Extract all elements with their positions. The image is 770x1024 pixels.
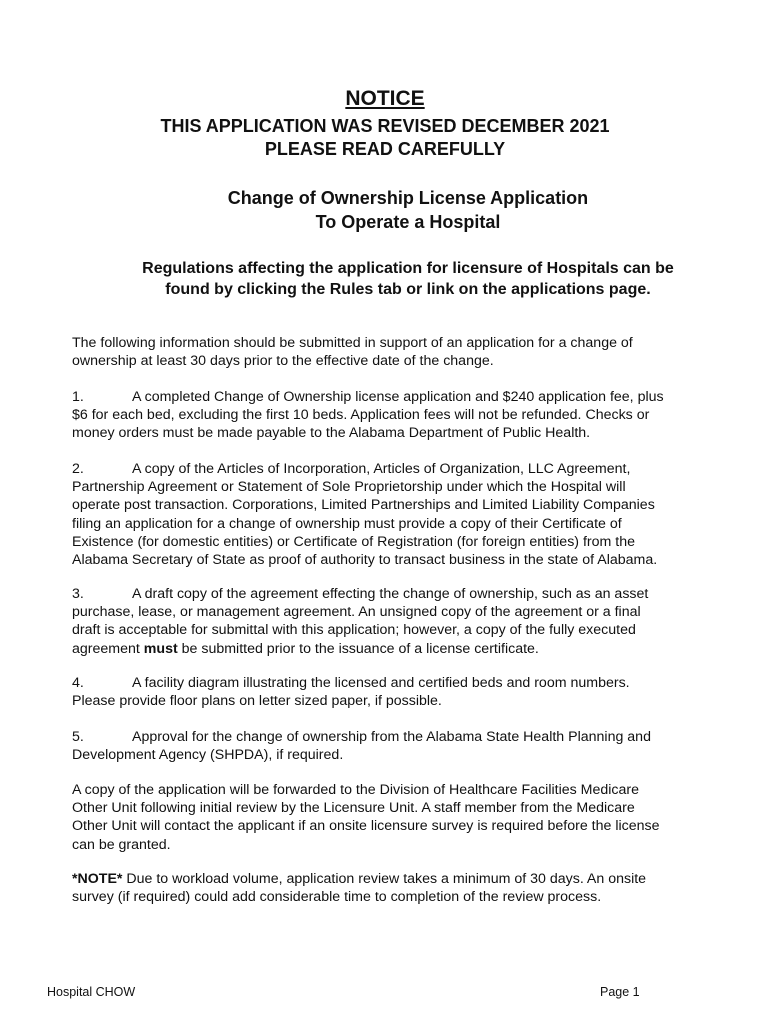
item-text-line-emphasis: agreement must be submitted prior to the issuance of a license certificate. (72, 640, 539, 657)
forwarding-paragraph (72, 781, 744, 854)
item-text-line: A draft copy of the agreement effecting the change of ownership, such as an asset (132, 586, 649, 602)
regulations-line-2: found by clicking the Rules tab or link on the applications page. (165, 281, 651, 298)
list-item-4 (72, 674, 744, 710)
item-number: 3. (72, 586, 84, 602)
intro-paragraph (72, 334, 744, 370)
title-line-1: Change of Ownership License Application (227, 188, 589, 208)
item-text-line: $6 for each bed, excluding the first 10 beds. Application fees will not be refunded. Checks or (72, 407, 650, 424)
item-number: 4. (72, 675, 84, 691)
item-text-line: A facility diagram illustrating the licensed and certified beds and room numbers. (132, 675, 630, 691)
item-text-line: Approval for the change of ownership from the Alabama State Health Planning and (132, 729, 651, 745)
revision-line-2: PLEASE READ CAREFULLY (264, 139, 506, 159)
list-item-1 (72, 388, 744, 443)
item-text-line: Please provide floor plans on letter sized paper, if possible. (72, 693, 442, 710)
forwarding-line: A copy of the application will be forwarded to the Division of Healthcare Facilities Medicare (72, 782, 639, 798)
forwarding-line: Other Unit following initial review by the Licensure Unit. A staff member from the Medicare (72, 800, 635, 817)
item-text-line: Alabama Secretary of State as proof of authority to transact business in the state of Alabama. (72, 552, 658, 569)
item-text-line: A completed Change of Ownership license application and $240 application fee, plus (132, 389, 664, 405)
item-text-line: A copy of the Articles of Incorporation, Articles of Organization, LLC Agreement, (132, 461, 631, 477)
notice-heading: NOTICE (345, 87, 425, 110)
list-item-2 (72, 460, 744, 569)
item-text-line: draft is acceptable for submittal with this application; however, a copy of the fully executed (72, 622, 636, 639)
title-line-2: To Operate a Hospital (315, 212, 501, 232)
item-text-line: Existence (for domestic entities) or Certificate of Registration (for foreign entities) from the (72, 533, 635, 550)
footer-page-number: Page 1 (600, 985, 640, 999)
must-emphasis: must (143, 640, 178, 657)
document-title (0, 186, 770, 234)
revision-notice (0, 115, 770, 161)
item-text-line: money orders must be made payable to the Alabama Department of Public Health. (72, 425, 591, 442)
revision-line-1: THIS APPLICATION WAS REVISED DECEMBER 2021 (160, 116, 610, 136)
item-text-line: Partnership Agreement or Statement of Sole Proprietorship under which the Hospital will (72, 479, 626, 496)
item-number: 1. (72, 389, 84, 405)
list-item-3 (72, 585, 744, 658)
list-item-5 (72, 728, 744, 764)
item-text-line: operate post transaction. Corporations, Limited Partnerships and Limited Liability Companies (72, 497, 655, 514)
item-text-line: Development Agency (SHPDA), if required. (72, 747, 344, 764)
forwarding-line: can be granted. (72, 836, 171, 853)
note-line-2: survey (if required) could add considerable time to completion of the review process. (72, 889, 602, 906)
forwarding-line: Other Unit will contact the applicant if an onsite licensure survey is required before the license (72, 818, 660, 835)
item-text-line: filing an application for a change of ownership must provide a copy of their Certificate of (72, 515, 622, 532)
item-text-line: purchase, lease, or management agreement. An unsigned copy of the agreement or a final (72, 604, 641, 621)
intro-line-1: The following information should be submitted in support of an application for a change of (72, 335, 633, 351)
item-number: 5. (72, 729, 84, 745)
note-paragraph (72, 870, 744, 906)
note-label: *NOTE* (72, 871, 123, 887)
regulations-line-1: Regulations affecting the application for licensure of Hospitals can be (142, 260, 674, 277)
item-number: 2. (72, 461, 84, 477)
intro-line-2: ownership at least 30 days prior to the effective date of the change. (72, 353, 494, 370)
regulations-notice (0, 258, 770, 300)
footer-document-name: Hospital CHOW (47, 985, 136, 999)
note-line-1: Due to workload volume, application review takes a minimum of 30 days. An onsite (122, 871, 647, 887)
